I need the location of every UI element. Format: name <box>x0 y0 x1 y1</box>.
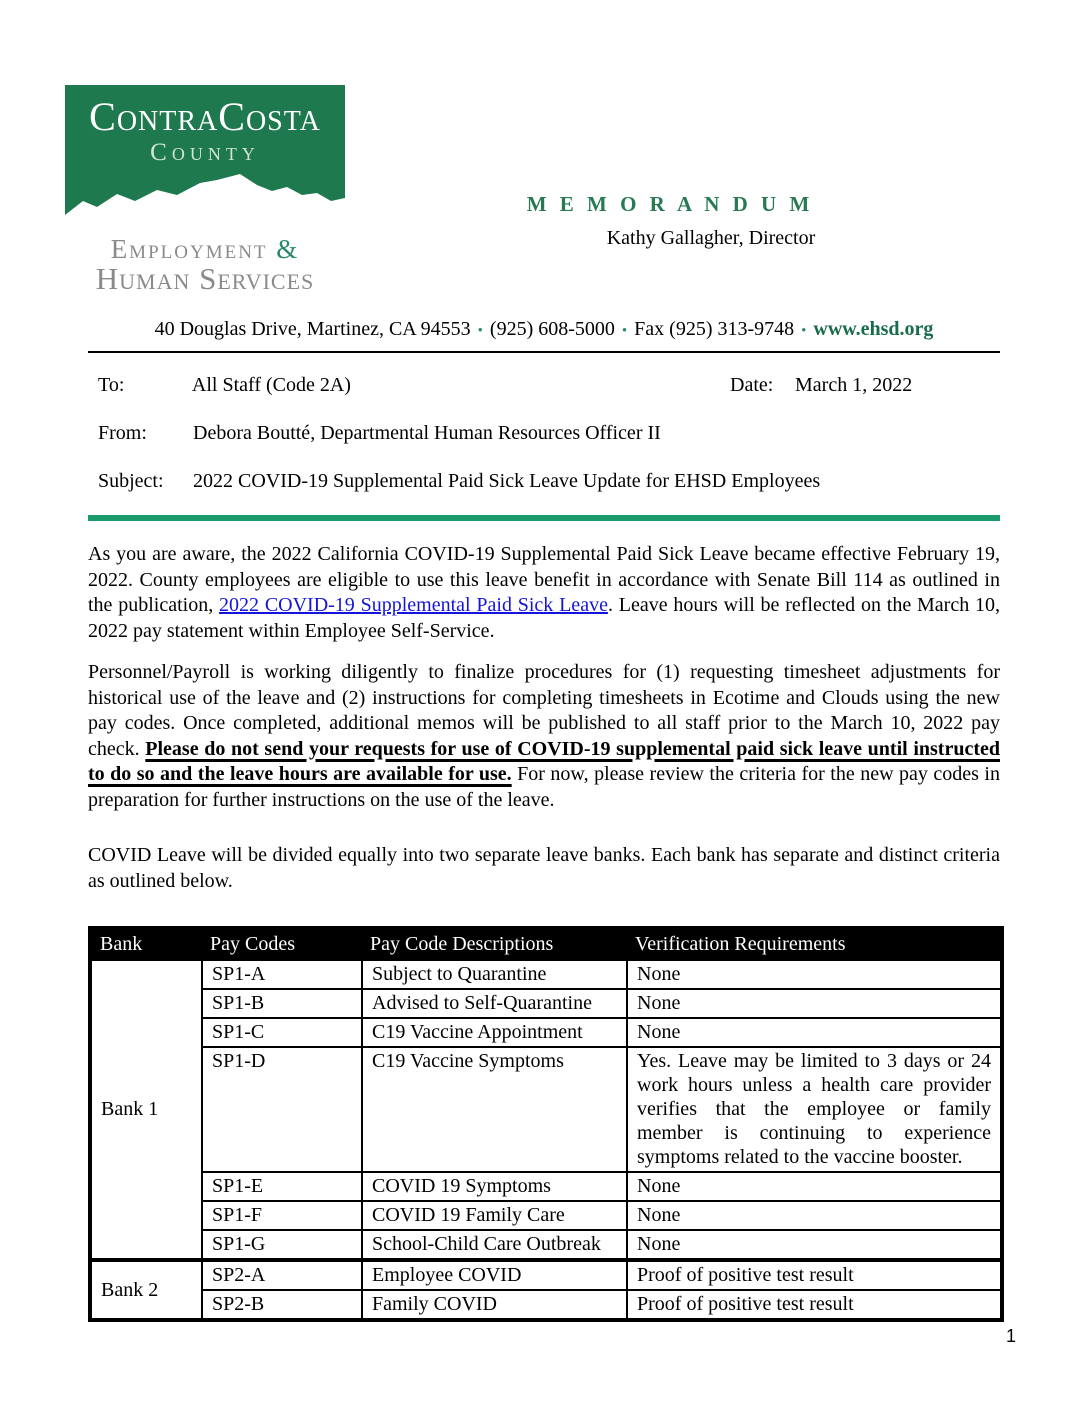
memo-heading <box>450 192 890 250</box>
description-cell: Advised to Self-Quarantine <box>362 989 627 1018</box>
dept-ampersand: & <box>276 234 300 264</box>
logo-county-word: County <box>150 139 260 166</box>
verification-cell: None <box>627 1201 1002 1230</box>
description-cell: Employee COVID <box>362 1260 627 1290</box>
contact-line <box>88 318 1000 341</box>
table-row <box>90 960 1002 989</box>
bank-group <box>90 1260 1002 1320</box>
code-cell: SP1-A <box>202 960 362 989</box>
verification-cell: None <box>627 960 1002 989</box>
p2-text-after: For now, please review the criteria for the new pay codes in preparation for further instructions on the use of the leave. <box>88 763 1000 811</box>
verification-cell: Proof of positive test result <box>627 1260 1002 1290</box>
bank-group <box>90 960 1002 1260</box>
date-value: March 1, 2022 <box>795 374 913 396</box>
code-cell: SP1-F <box>202 1201 362 1230</box>
header-descriptions: Pay Code Descriptions <box>362 928 627 960</box>
verification-cell: Proof of positive test result <box>627 1290 1002 1320</box>
bullet-separator: • <box>801 323 807 339</box>
pay-codes-table <box>88 926 1004 1322</box>
description-cell: COVID 19 Family Care <box>362 1201 627 1230</box>
verification-cell: None <box>627 1018 1002 1047</box>
sick-leave-publication-link[interactable]: 2022 COVID-19 Supplemental Paid Sick Leave <box>219 594 608 616</box>
description-cell: C19 Vaccine Symptoms <box>362 1047 627 1172</box>
street-address: 40 Douglas Drive, Martinez, CA 94553 <box>154 318 471 340</box>
p2-text-before: Personnel/Payroll is working diligently to finalize procedures for (1) requesting timesheet adjustments for historical use of the leave and (2) instructions for completing timesheets in Ecotime and Clouds using the new pay codes. Once completed, additional memos will be published to all staff prior to the March 10, 2022 pay check. <box>88 661 1000 760</box>
from-label: From: <box>98 422 147 444</box>
bullet-separator: • <box>621 323 628 339</box>
date-label: Date: <box>730 374 774 396</box>
paragraph-3: COVID Leave will be divided equally into two separate leave banks. Each bank has separate and distinct criteria as outlined below. <box>88 844 1000 892</box>
logo-dept-line1 <box>65 235 345 263</box>
code-cell: SP1-C <box>202 1018 362 1047</box>
paragraph-2 <box>88 660 1000 813</box>
code-cell: SP1-D <box>202 1047 362 1172</box>
from-value: Debora Boutté, Departmental Human Resources Officer II <box>193 422 661 444</box>
verification-cell: None <box>627 989 1002 1018</box>
description-cell: Family COVID <box>362 1290 627 1320</box>
header-bank: Bank <box>90 928 202 960</box>
from-row <box>88 422 1000 446</box>
page-number: 1 <box>1006 1326 1017 1346</box>
code-cell: SP2-B <box>202 1290 362 1320</box>
agency-logo <box>65 85 345 296</box>
table-row <box>90 989 1002 1018</box>
table-row <box>90 1230 1002 1260</box>
to-label: To: <box>98 374 125 396</box>
verification-cell: None <box>627 1172 1002 1201</box>
dept-employment-text: Employment <box>110 234 268 264</box>
table-row <box>90 1047 1002 1172</box>
bank-name-cell: Bank 2 <box>90 1260 202 1320</box>
paragraph-1 <box>88 542 1000 644</box>
verification-cell: None <box>627 1230 1002 1260</box>
description-cell: COVID 19 Symptoms <box>362 1172 627 1201</box>
code-cell: SP2-A <box>202 1260 362 1290</box>
fax-number: Fax (925) 313-9748 <box>634 318 795 340</box>
director-name: Kathy Gallagher, Director <box>606 227 816 249</box>
description-cell: Subject to Quarantine <box>362 960 627 989</box>
description-cell: C19 Vaccine Appointment <box>362 1018 627 1047</box>
table-row <box>90 1172 1002 1201</box>
p2-warning-text: Please do not send your requests for use of COVID-19 supplemental paid sick leave until instructed to do so and the leave hours are available for use. <box>88 737 1000 785</box>
bank-name-cell: Bank 1 <box>90 960 202 1260</box>
p1-text-before: As you are aware, the 2022 California COVID-19 Supplemental Paid Sick Leave became effective February 19, 2022. County employees are eligible to use this leave benefit in accordance with Senate Bill 114 as outlined in the publication, <box>88 543 1000 616</box>
header-divider <box>88 351 1000 353</box>
memo-content <box>88 362 1000 1322</box>
subject-divider <box>88 515 1000 521</box>
table-row <box>90 1290 1002 1320</box>
subject-row <box>88 470 1000 494</box>
table-header-row <box>90 928 1002 960</box>
table-row <box>90 1018 1002 1047</box>
table-row <box>90 1201 1002 1230</box>
bullet-separator: • <box>477 323 483 339</box>
subject-label: Subject: <box>98 470 164 492</box>
logo-green-box <box>65 85 345 227</box>
website-link[interactable]: www.ehsd.org <box>813 318 934 340</box>
memo-title: M E M O R A N D U M <box>526 192 814 216</box>
logo-county-name: ContraCosta <box>89 94 321 139</box>
header-verification: Verification Requirements <box>627 928 1002 960</box>
p1-text-after: . Leave hours will be reflected on the March 10, 2022 pay statement within Employee Self-Service. <box>88 594 1000 642</box>
code-cell: SP1-B <box>202 989 362 1018</box>
code-cell: SP1-G <box>202 1230 362 1260</box>
code-cell: SP1-E <box>202 1172 362 1201</box>
table-row <box>90 1260 1002 1290</box>
phone-number: (925) 608-5000 <box>489 318 615 340</box>
logo-dept-line2: Human Services <box>95 261 315 297</box>
header-pay-codes: Pay Codes <box>202 928 362 960</box>
verification-cell: Yes. Leave may be limited to 3 days or 24 work hours unless a health care provider verifies that the employee or family member is continuing to experience symptoms related to the vaccine booster. <box>627 1047 1002 1172</box>
description-cell: School-Child Care Outbreak <box>362 1230 627 1260</box>
subject-value: 2022 COVID-19 Supplemental Paid Sick Leave Update for EHSD Employees <box>193 470 821 492</box>
to-value: All Staff (Code 2A) <box>191 374 351 396</box>
to-row <box>88 374 1000 398</box>
